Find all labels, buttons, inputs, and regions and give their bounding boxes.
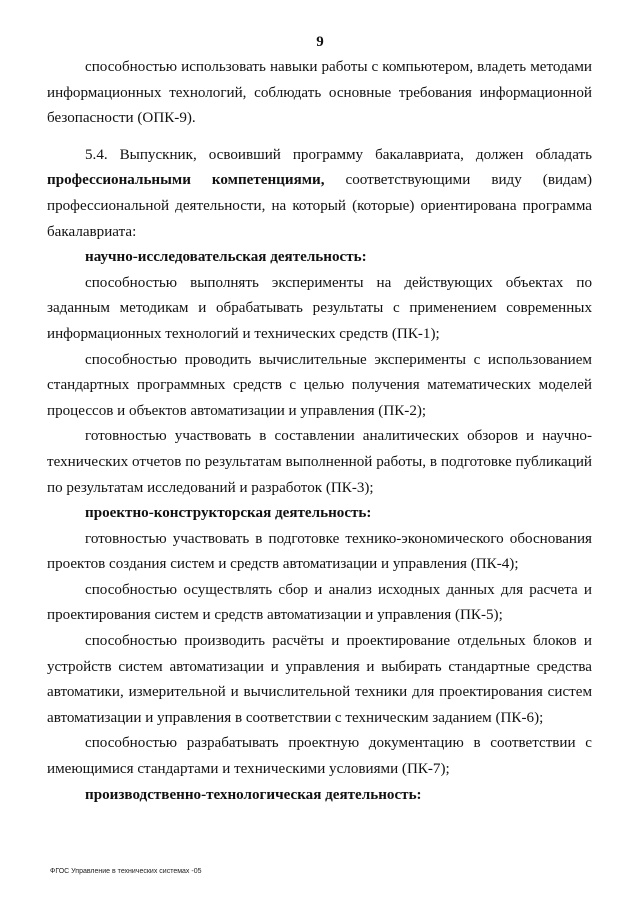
paragraph-pk7: способностью разрабатывать проектную документацию в соответствии с имеющимися стандартами и техническими условиями (ПК-7); (47, 735, 592, 778)
section-bold-term: профессиональными компетенциями, (47, 172, 325, 189)
paragraph-pk5: способностью осуществлять сбор и анализ исходных данных для расчета и проектирования систем и средств автоматизации и управления (ПК-5); (47, 581, 592, 624)
paragraph-section-5-4 (47, 143, 592, 245)
paragraph-pk1: способностью выполнять эксперименты на действующих объектах по заданным методикам и обрабатывать результаты с применением современных информационных технологий и технических средств (ПК-1); (47, 274, 592, 342)
section-intro-text: 5.4. Выпускник, освоивший программу бакалавриата, должен обладать (85, 146, 592, 163)
footer-text: ФГОС Управление в технических системах -05 (50, 868, 202, 875)
document-body (47, 55, 592, 808)
paragraph-opk9: способностью использовать навыки работы с компьютером, владеть методами информационных технологий, соблюдать основные требования информационной безопасности (ОПК-9). (47, 59, 592, 127)
paragraph-pk6: способностью производить расчёты и проектирование отдельных блоков и устройств систем автоматизации и управления и выбирать стандартные средства автоматики, измерительной и вычислительной техники для проектирования систем автоматизации и управления в соответствии с техническим заданием (ПК-6); (47, 633, 592, 726)
heading-research: научно-исследовательская деятельность: (85, 249, 367, 266)
paragraph-pk2: способностью проводить вычислительные эксперименты с использованием стандартных программных средств с целью получения математических моделей процессов и объектов автоматизации и управления (ПК-2); (47, 351, 592, 419)
paragraph-pk4: готовностью участвовать в подготовке технико-экономического обоснования проектов создания систем и средств автоматизации и управления (ПК-4); (47, 530, 592, 573)
heading-design: проектно-конструкторская деятельность: (85, 505, 372, 522)
paragraph-pk3: готовностью участвовать в составлении аналитических обзоров и научно-технических отчетов по результатам выполненной работы, в подготовке публикаций по результатам исследований и разработок (ПК-3); (47, 428, 592, 496)
heading-production: производственно-технологическая деятельность: (85, 786, 422, 803)
section-rest-text: соответствующими виду (видам) профессиональной деятельности, на который (которые) ориентирована программа бакалавриата: (47, 172, 592, 240)
page-number: 9 (316, 34, 324, 50)
